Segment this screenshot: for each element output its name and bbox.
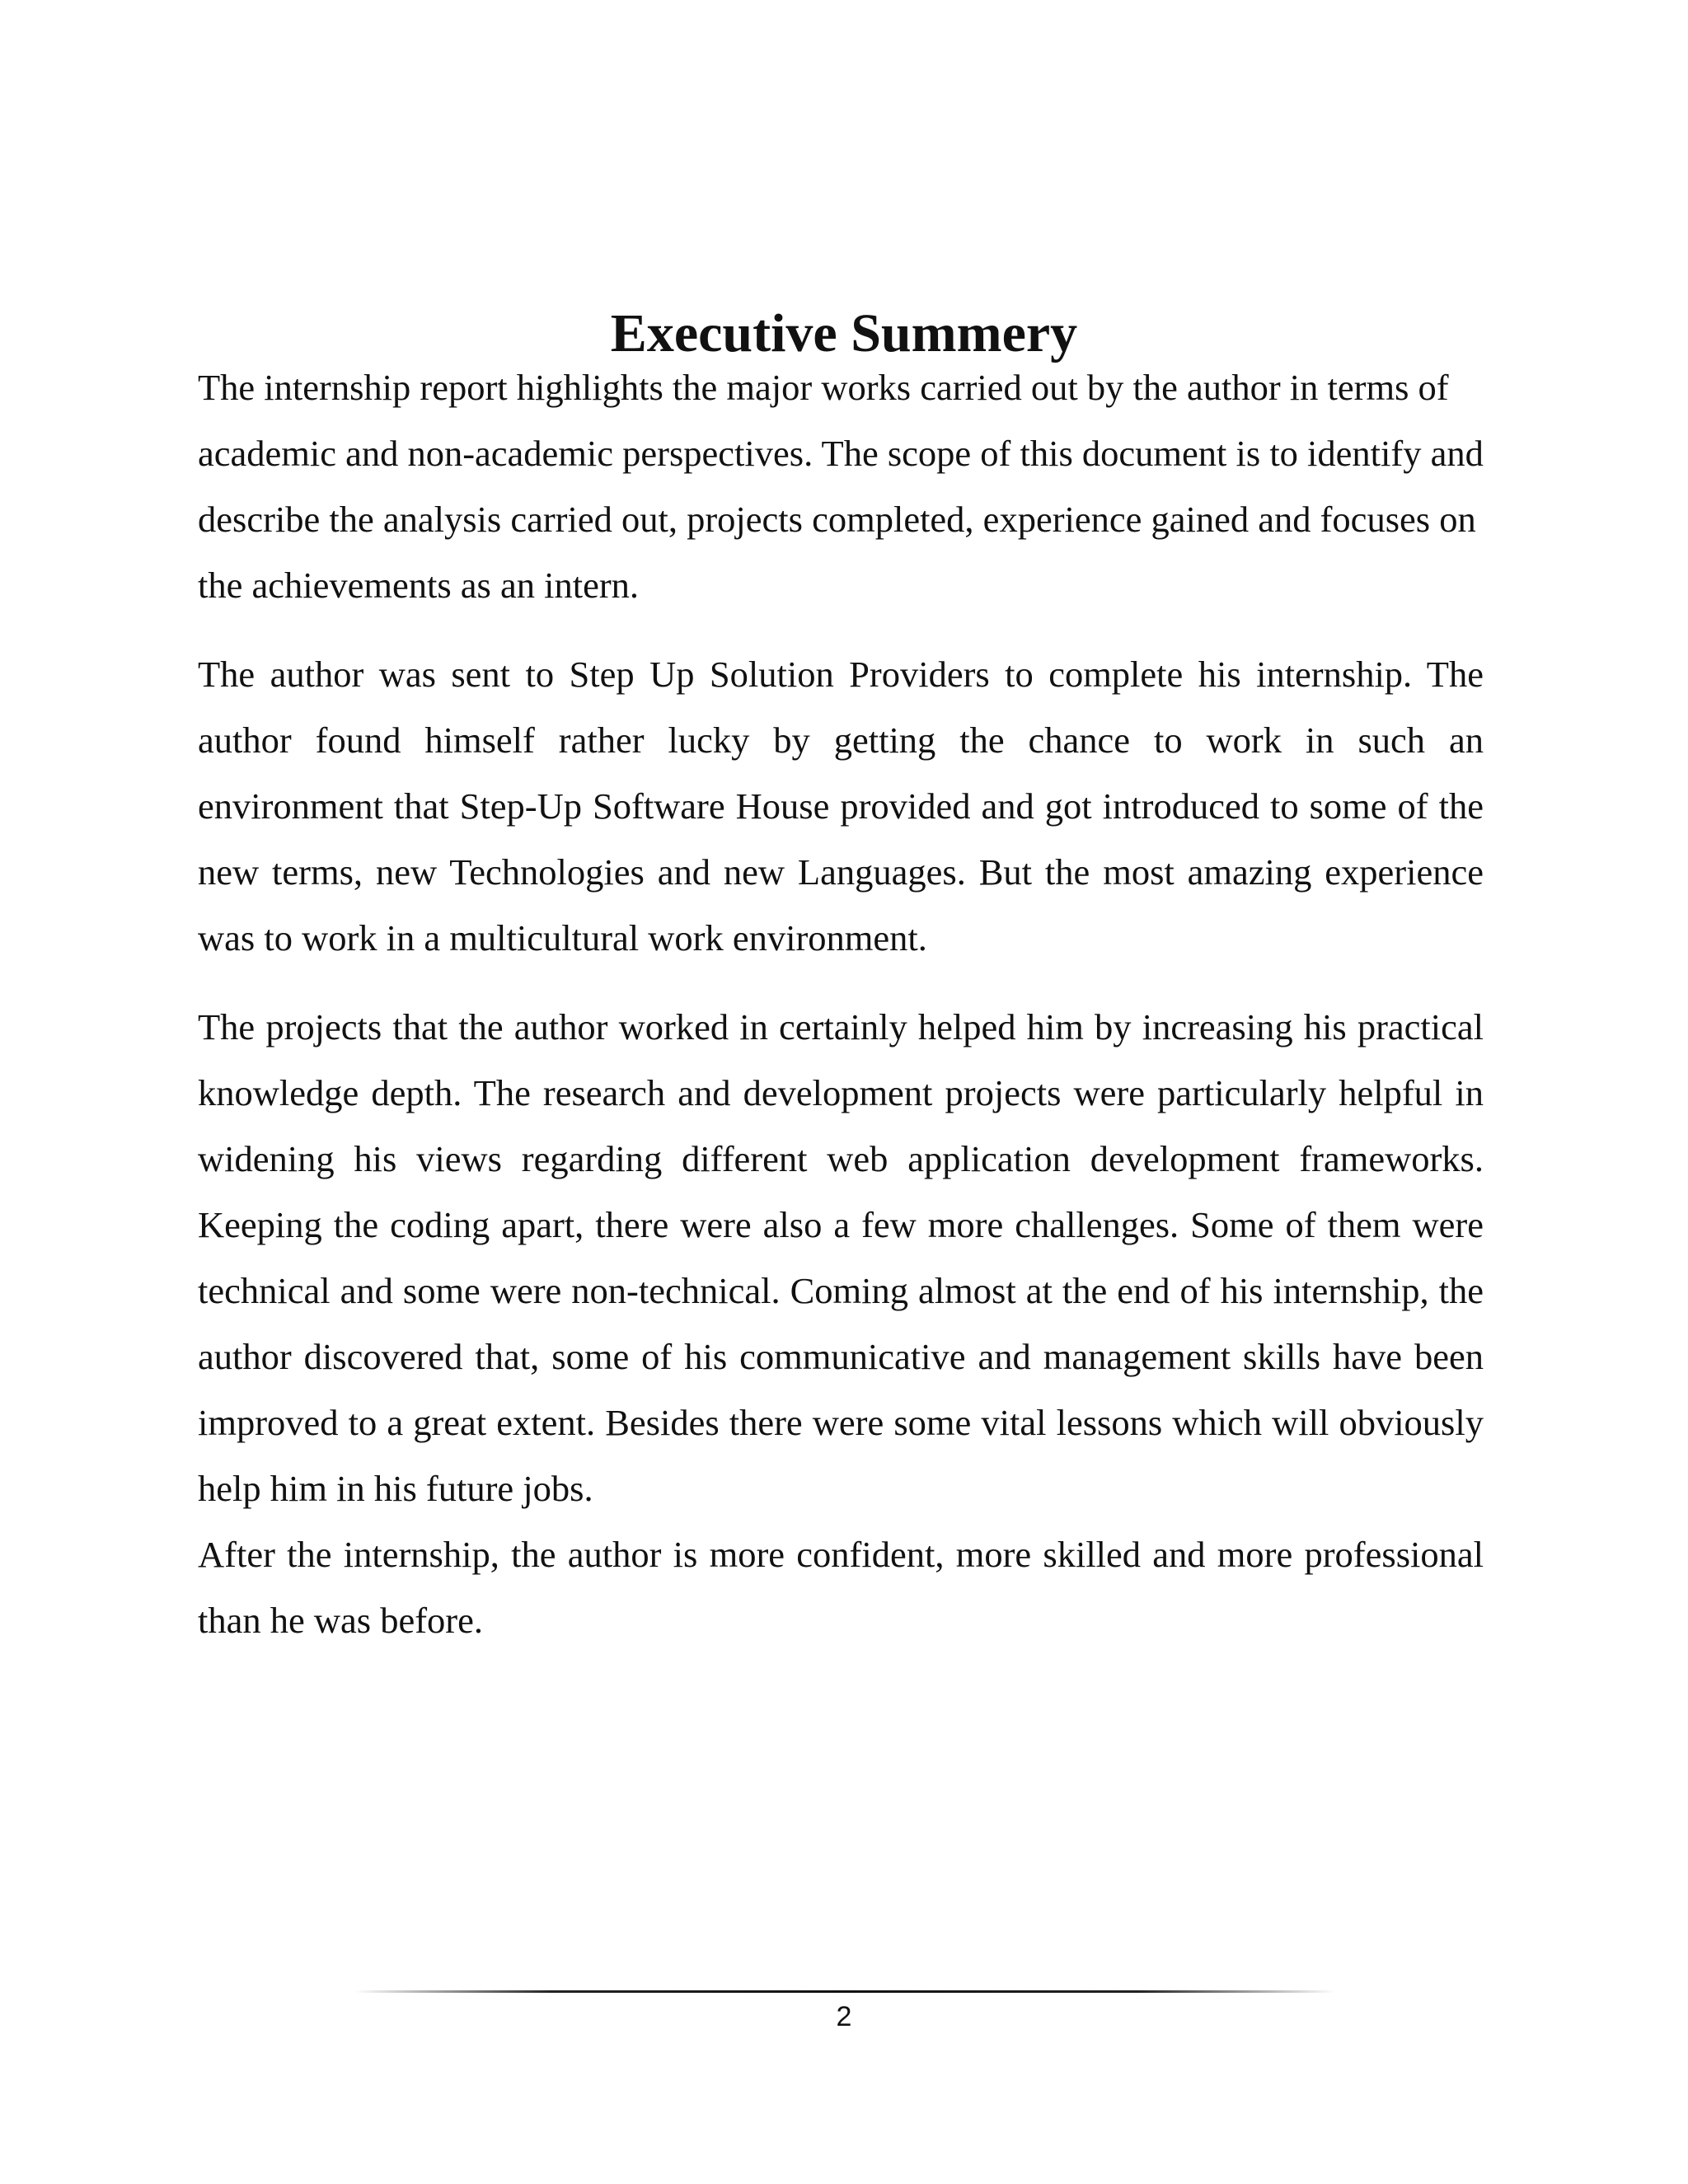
summary-body xyxy=(198,354,1484,1653)
page-number: 2 xyxy=(836,2001,852,2032)
paragraph-internship-placement: The author was sent to Step Up Solution Providers to complete his internship. The author found himself rather lucky by getting the chance to work in such an environment that Step-Up Software House provided and got introduced to some of the new terms, new Technologies and new Languages. But the most amazing experience was to work in a multicultural work environment. xyxy=(198,654,1484,958)
paragraph-projects: The projects that the author worked in certainly helped him by increasing his practical knowledge depth. The research and development projects were particularly helpful in widening his views regarding different web application development frameworks. Keeping the coding apart, there were also a few more challenges. Some of them were technical and some were non-technical. Coming almost at the end of his internship, the author discovered that, some of his communicative and management skills have been improved to a great extent. Besides there were some vital lessons which will obviously help him in his future jobs. xyxy=(198,1006,1484,1509)
paragraph-intro: The internship report highlights the major works carried out by the author in terms of academic and non-academic perspectives. The scope of this document is to identify and describe the analysis carried out, projects completed, experience gained and focuses on the achievements as an intern. xyxy=(198,367,1484,606)
footer-divider xyxy=(354,1990,1335,1993)
page-title: Executive Summery xyxy=(610,303,1078,363)
paragraph-conclusion: After the internship, the author is more confident, more skilled and more professional than he was before. xyxy=(198,1534,1484,1641)
